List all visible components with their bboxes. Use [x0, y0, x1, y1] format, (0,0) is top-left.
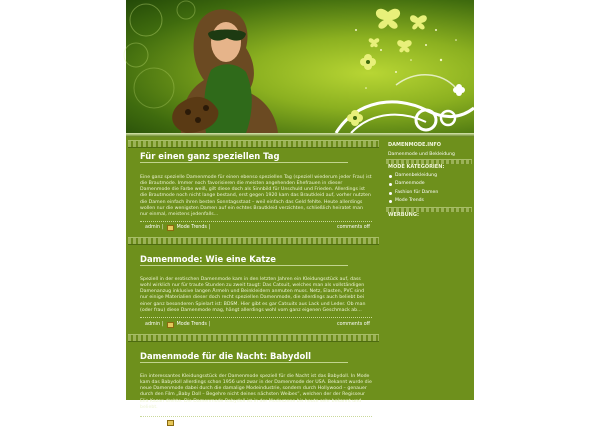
meta-divider: | — [208, 322, 211, 328]
comments-link[interactable]: comments off — [336, 322, 370, 327]
bullet-icon — [389, 192, 392, 195]
bullet-icon — [389, 175, 392, 178]
category-label[interactable]: Damenmode — [395, 181, 425, 187]
category-item[interactable] — [389, 197, 438, 205]
category-label[interactable]: Mode Trends — [395, 198, 424, 204]
meta-divider: | — [162, 225, 164, 231]
folder-icon — [167, 322, 174, 328]
meta-divider: | — [208, 420, 211, 426]
header-banner — [126, 0, 474, 133]
post-excerpt: Speziell in der erotischen Damenmode kam in den letzten Jahren ein Kleidungsstück auf, dass wohl wirklich nur für traute Stunden zu zweit taugt: Das Catsuit, welches man als vollständigen Damenanzug inklusive langen Ärmeln und Beinkleidern anmuten muss. Netz, Elasten, PVC sind nur einige Materialien dieser doch recht speziellen Damenmode, die allerdings auch beliebt bei einer ganz besonderen Spielart ist: BDSM. Hier gibt es gar Catsuits aus Lack und Leder. Ob man (oder frau) diese Damenmode mag, hängt allerdings wohl vom ganz eigenen Geschmack ab… — [140, 277, 366, 313]
post-title-link[interactable]: Damenmode für die Nacht: Babydoll — [140, 351, 311, 361]
category-list — [389, 172, 438, 206]
title-underline — [140, 362, 348, 363]
post-excerpt: Eine ganz spezielle Damenmode für einen ebenso speziellen Tag (speziell wiederum jeder Frau) ist die Brautmode. Immer noch favorisieren die meisten angehenden Ehefrauen in dieser Damenmode die Farbe weiß, gilt diese doch als Sinnbild für Unschuld und Frieden. Allerdings ist die Brautmode noch nicht lange bestand, erst gegen 1920 kam das Brautkleid auf, vorher nutzten die Damen einfach ihren besten Sonntagsstaat – weil einfach das Geld fehlte. Heute allerdings wollen nur die wenigsten Damen auf ein echtes Brautkleid verzichten, schließlich heiratet man nur einmal, meistens jedenfalls… — [140, 175, 372, 217]
main-content — [126, 137, 383, 426]
post-author: admin — [145, 322, 161, 328]
category-item[interactable] — [389, 189, 438, 197]
sidebar — [384, 137, 472, 400]
comments-link[interactable]: comments off — [336, 420, 370, 425]
comments-link[interactable]: comments off — [336, 225, 370, 230]
page-wrapper — [126, 0, 474, 426]
post-title-link[interactable]: Damenmode: Wie eine Katze — [140, 254, 276, 264]
post-meta — [140, 322, 372, 330]
post-author: admin — [145, 420, 161, 426]
folder-icon — [167, 420, 174, 426]
category-label[interactable]: Damenbekleidung — [395, 173, 438, 178]
post-separator — [140, 416, 372, 417]
post-category-link[interactable]: Mode Trends — [176, 420, 207, 426]
bullet-icon — [389, 183, 392, 186]
post-divider — [128, 237, 379, 245]
post-divider — [128, 140, 379, 148]
meta-divider: | — [162, 420, 164, 426]
post-title-link[interactable]: Für einen ganz speziellen Tag — [140, 151, 280, 161]
post-divider — [128, 334, 379, 342]
ads-heading: WERBUNG: — [388, 212, 419, 218]
post-meta-left — [145, 420, 211, 426]
category-label[interactable]: Fashion für Damen — [395, 189, 439, 195]
post-separator — [140, 317, 372, 318]
category-item[interactable] — [389, 180, 438, 188]
post-author: admin — [145, 225, 161, 231]
post-category-link[interactable]: Mode Trends — [176, 322, 207, 328]
post-category-link[interactable]: Mode Trends — [176, 225, 207, 231]
folder-icon — [167, 225, 174, 231]
site-tagline: Damenmode und Bekleidung — [388, 152, 455, 157]
title-underline — [140, 265, 348, 266]
title-underline — [140, 162, 348, 163]
bullet-icon — [389, 200, 392, 203]
post-meta-left — [145, 225, 211, 231]
post-excerpt: Ein interessantes Kleidungsstück der Damenmode speziell für die Nacht ist das Babydoll. In Mode kam das Babydoll allerdings schon 1956 und zwar in der Damenmode der USA. Bekannt wurde die neue Damenmode dabei durch die damalige Modeindustrie, sondern durch Hollywood – genauer durch den Film „Baby Doll – Begehre nicht deines nächsten Weibes“, welchen der der Regisseur Elia Kazan drehte. Die Damenmode Babydoll ist in der Modeszene bis heute sehr bekannt und beliebt. — [140, 374, 372, 410]
meta-divider: | — [162, 322, 164, 328]
category-item[interactable] — [389, 172, 438, 180]
site-name[interactable]: DAMENMODE.INFO — [388, 142, 441, 148]
post-meta — [140, 225, 372, 233]
meta-divider: | — [208, 225, 211, 231]
header-illustration — [126, 0, 474, 133]
post-separator — [140, 221, 372, 222]
post-meta-left — [145, 322, 211, 328]
post-meta — [140, 420, 372, 428]
categories-heading: MODE KATEGORIEN: — [388, 164, 445, 170]
